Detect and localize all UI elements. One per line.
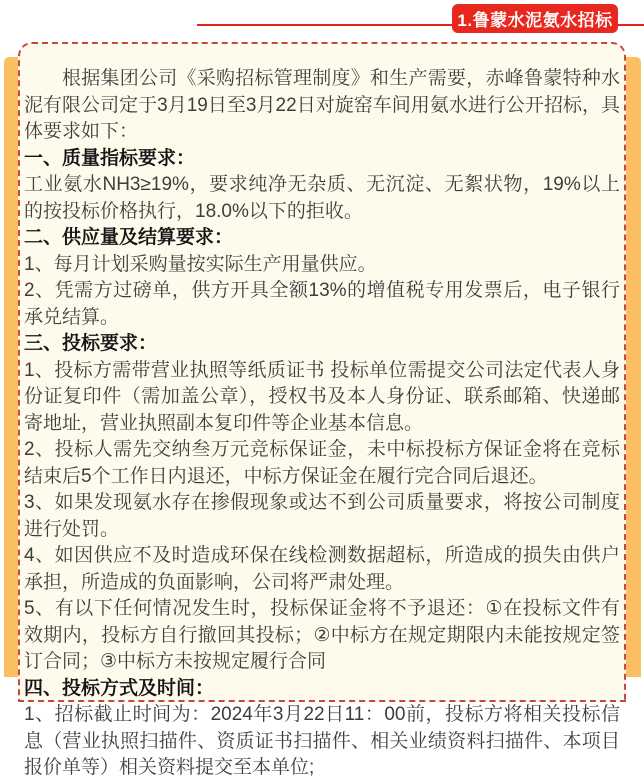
supply-item-1: 1、每月计划采购量按实际生产用量供应。: [24, 253, 377, 275]
method-item-1: 1、招标截止时间为：2024年3月22日11：00前，投标方将相关投标信息（营业执照扫描件、资质证书扫描件、相关业绩资料扫描件、本项目报价单等）相关资料提交至本单位;: [24, 704, 620, 778]
section-heading-quality: 一、质量指标要求：: [24, 147, 196, 169]
bidding-item-3: 3、如果发现氨水存在掺假现象或达不到公司质量要求，将按公司制度进行处罚。: [24, 492, 620, 540]
bidding-item-4: 4、如因供应不及时造成环保在线检测数据超标，所造成的损失由供户承担，所造成的负面影响，公司将严肃处理。: [24, 545, 620, 593]
section-tag-banner: [452, 4, 618, 33]
supply-item-2: 2、凭需方过磅单，供方开具全额13%的增值税专用发票后，电子银行承兑结算。: [24, 280, 620, 328]
section-tag-label: 1.鲁蒙水泥氨水招标: [457, 11, 613, 30]
intro-paragraph: 根据集团公司《采购招标管理制度》和生产需要，赤峰鲁蒙特种水泥有限公司定于3月19日至3月22日对旋窑车间用氨水进行公开招标，具体要求如下：: [24, 68, 620, 142]
announcement-card: [18, 42, 626, 778]
bidding-item-1: 1、投标方需带营业执照等纸质证书 投标单位需提交公司法定代表人身份证复印件（需加盖公章），授权书及本人身份证、联系邮箱、快递邮寄地址，营业执照副本复印件等企业基本信息。: [24, 359, 620, 434]
announcement-body: [20, 44, 624, 782]
section-heading-bidding: 三、投标要求：: [24, 333, 158, 354]
bidding-item-2: 2、投标人需先交纳叁万元竞标保证金，未中标投标方保证金将在竞标结束后5个工作日内退还，中标方保证金在履行完合同后退还。: [24, 439, 620, 487]
bidding-item-5: 5、有以下任何情况发生时，投标保证金将不予退还：①在投标文件有效期内，投标方自行撤回其投标；②中标方在规定期限内未能按规定签订合同；③中标方未按规定履行合同: [24, 598, 620, 672]
section-heading-supply: 二、供应量及结算要求：: [24, 227, 234, 248]
quality-requirement-text: 工业氨水NH3≥19%，要求纯净无杂质、无沉淀、无絮状物，19%以上的按投标价格执行，18.0%以下的拒收。: [24, 174, 620, 222]
section-heading-method: 四、投标方式及时间：: [24, 677, 215, 699]
